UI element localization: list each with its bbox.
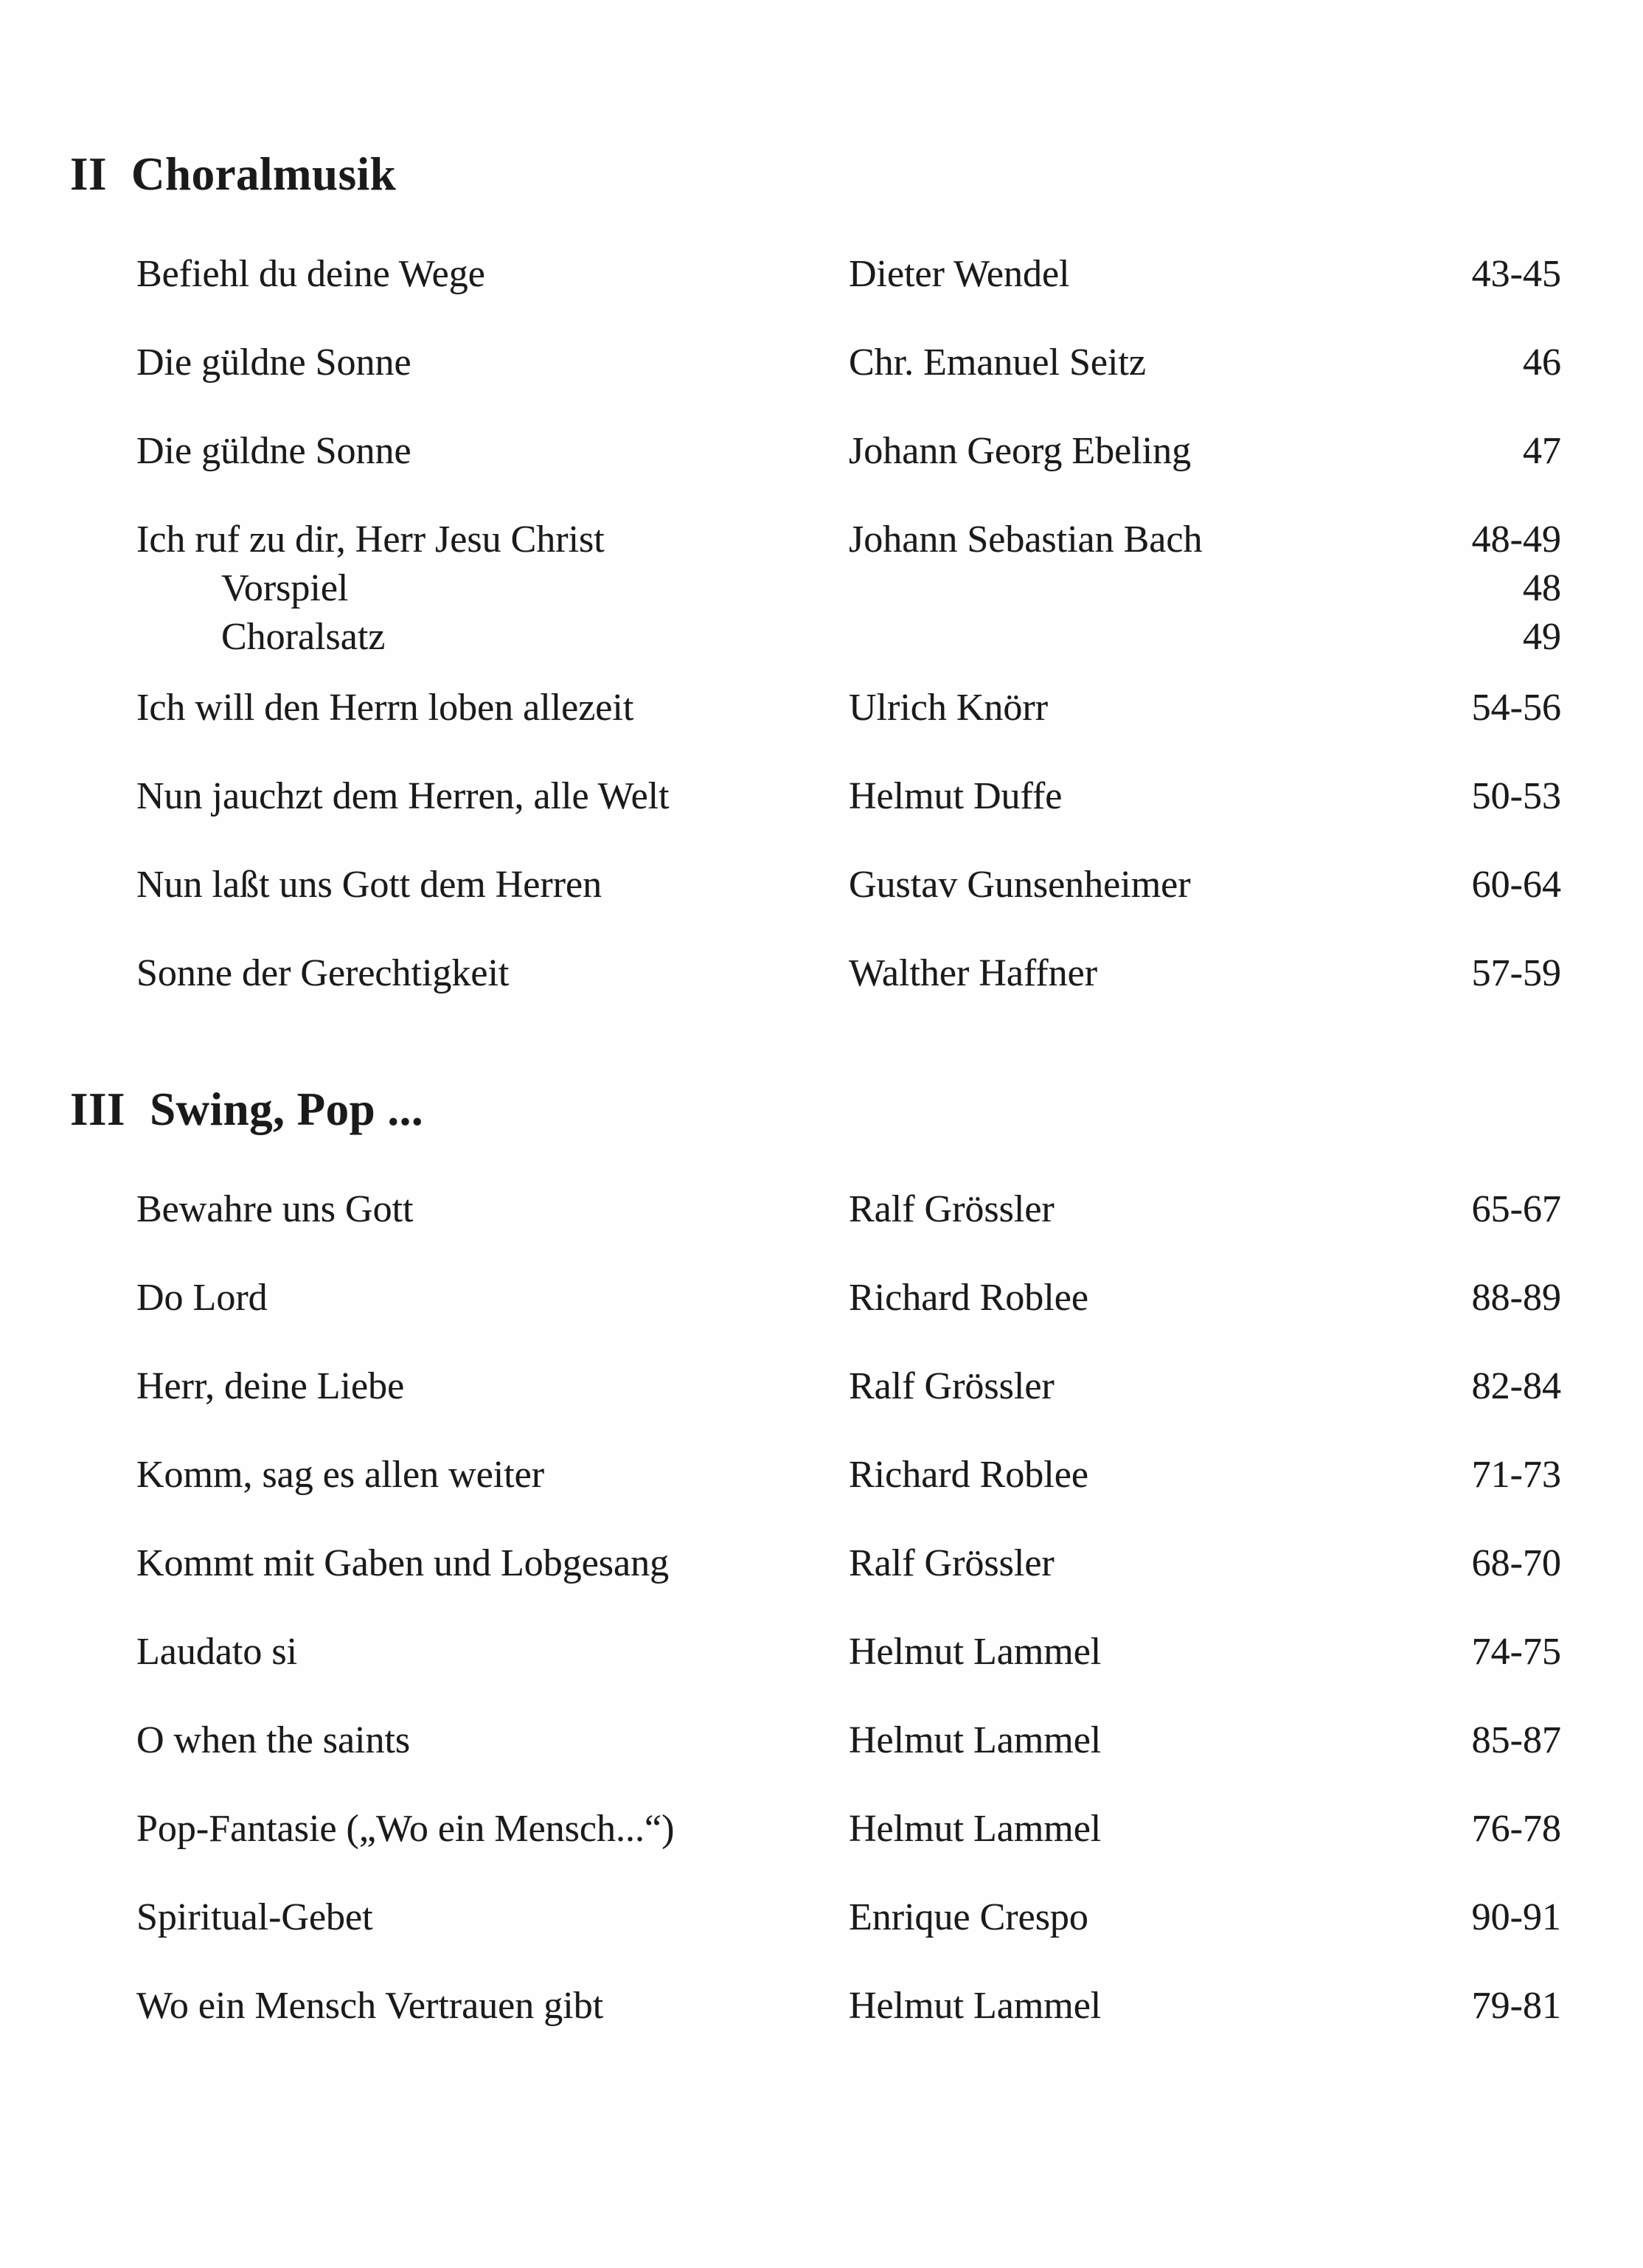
page-range: 46 — [1523, 341, 1561, 384]
piece-title: Nun jauchzt dem Herren, alle Welt — [136, 775, 670, 817]
piece-title: Ich will den Herrn loben allezeit — [136, 687, 634, 729]
toc-entry-list — [136, 1189, 1561, 2027]
section-heading — [70, 148, 1561, 201]
piece-title: Spiritual-Gebet — [136, 1896, 373, 1938]
section-title: Choralmusik — [131, 148, 397, 200]
page-range: 65-67 — [1471, 1188, 1561, 1230]
page-range: 82-84 — [1471, 1365, 1561, 1407]
toc-entry-row — [136, 519, 1561, 561]
toc-section — [70, 1083, 1561, 2027]
composer-name: Gustav Gunsenheimer — [849, 864, 1191, 906]
page-range: 43-45 — [1471, 253, 1561, 295]
section-number: III — [70, 1083, 126, 1135]
page-range: 47 — [1523, 430, 1561, 472]
toc-entry-row — [136, 1631, 1561, 1673]
page-range: 68-70 — [1471, 1542, 1561, 1584]
piece-title: Kommt mit Gaben und Lobgesang — [136, 1542, 670, 1584]
toc-entry-row — [136, 776, 1561, 817]
page-range: 74-75 — [1471, 1631, 1561, 1673]
page-range: 85-87 — [1471, 1719, 1561, 1761]
piece-title: Ich ruf zu dir, Herr Jesu Christ — [136, 519, 605, 561]
composer-name: Ulrich Knörr — [849, 687, 1049, 729]
toc-entry-row — [136, 1543, 1561, 1584]
composer-name: Chr. Emanuel Seitz — [849, 341, 1146, 384]
toc-subentry-row — [136, 617, 1561, 658]
composer-name: Ralf Grössler — [849, 1365, 1055, 1407]
toc-sections — [70, 148, 1561, 2027]
composer-name: Ralf Grössler — [849, 1188, 1055, 1230]
toc-entry-row — [136, 1277, 1561, 1319]
page-range: 90-91 — [1471, 1896, 1561, 1938]
piece-title: Herr, deine Liebe — [136, 1365, 405, 1407]
toc-entry-row — [136, 1986, 1561, 2027]
toc-entry-row — [136, 953, 1561, 994]
composer-name: Enrique Crespo — [849, 1896, 1088, 1938]
toc-entry-row — [136, 1897, 1561, 1938]
toc-entry-row — [136, 254, 1561, 295]
page-range: 88-89 — [1471, 1277, 1561, 1319]
section-title: Swing, Pop ... — [150, 1083, 424, 1135]
composer-name: Johann Sebastian Bach — [849, 519, 1203, 561]
toc-entry-list — [136, 254, 1561, 994]
toc-subentry-row — [136, 568, 1561, 609]
composer-name: Helmut Duffe — [849, 775, 1063, 817]
toc-entry-row — [136, 1808, 1561, 1850]
piece-title: Laudato si — [136, 1631, 298, 1673]
page-range: 50-53 — [1471, 775, 1561, 817]
composer-name: Helmut Lammel — [849, 1808, 1102, 1850]
composer-name: Richard Roblee — [849, 1277, 1088, 1319]
piece-title: Wo ein Mensch Vertrauen gibt — [136, 1985, 604, 2027]
composer-name: Helmut Lammel — [849, 1631, 1102, 1673]
page-range: 48-49 — [1471, 519, 1561, 561]
composer-name: Richard Roblee — [849, 1454, 1088, 1496]
composer-name: Helmut Lammel — [849, 1985, 1102, 2027]
piece-title: Pop-Fantasie („Wo ein Mensch...“) — [136, 1808, 675, 1850]
composer-name: Johann Georg Ebeling — [849, 430, 1192, 472]
piece-title: Do Lord — [136, 1277, 268, 1319]
composer-name: Ralf Grössler — [849, 1542, 1055, 1584]
piece-title: Komm, sag es allen weiter — [136, 1454, 545, 1496]
page-range: 57-59 — [1471, 952, 1561, 994]
piece-title: O when the saints — [136, 1719, 411, 1761]
subpiece-title: Choralsatz — [221, 616, 386, 658]
piece-title: Bewahre uns Gott — [136, 1188, 414, 1230]
toc-entry-row — [136, 342, 1561, 384]
composer-name: Helmut Lammel — [849, 1719, 1102, 1761]
composer-name: Dieter Wendel — [849, 253, 1070, 295]
composer-name: Walther Haffner — [849, 952, 1098, 994]
toc-entry-row — [136, 687, 1561, 729]
page-range: 76-78 — [1471, 1808, 1561, 1850]
piece-title: Sonne der Gerechtigkeit — [136, 952, 510, 994]
piece-title: Die güldne Sonne — [136, 341, 411, 384]
toc-entry-row — [136, 1720, 1561, 1761]
toc-section — [70, 148, 1561, 994]
page-range: 79-81 — [1471, 1985, 1561, 2027]
toc-entry-row — [136, 1189, 1561, 1230]
page-range: 48 — [1523, 567, 1561, 609]
piece-title: Befiehl du deine Wege — [136, 253, 485, 295]
page-range: 71-73 — [1471, 1454, 1561, 1496]
subpiece-title: Vorspiel — [221, 567, 349, 609]
page-range: 60-64 — [1471, 864, 1561, 906]
toc-entry-row — [136, 431, 1561, 472]
page-range: 49 — [1523, 616, 1561, 658]
toc-entry-row — [136, 1366, 1561, 1407]
section-number: II — [70, 148, 108, 200]
page-range: 54-56 — [1471, 687, 1561, 729]
piece-title: Die güldne Sonne — [136, 430, 411, 472]
toc-entry-row — [136, 864, 1561, 906]
section-heading — [70, 1083, 1561, 1136]
toc-entry-row — [136, 1454, 1561, 1496]
piece-title: Nun laßt uns Gott dem Herren — [136, 864, 602, 906]
